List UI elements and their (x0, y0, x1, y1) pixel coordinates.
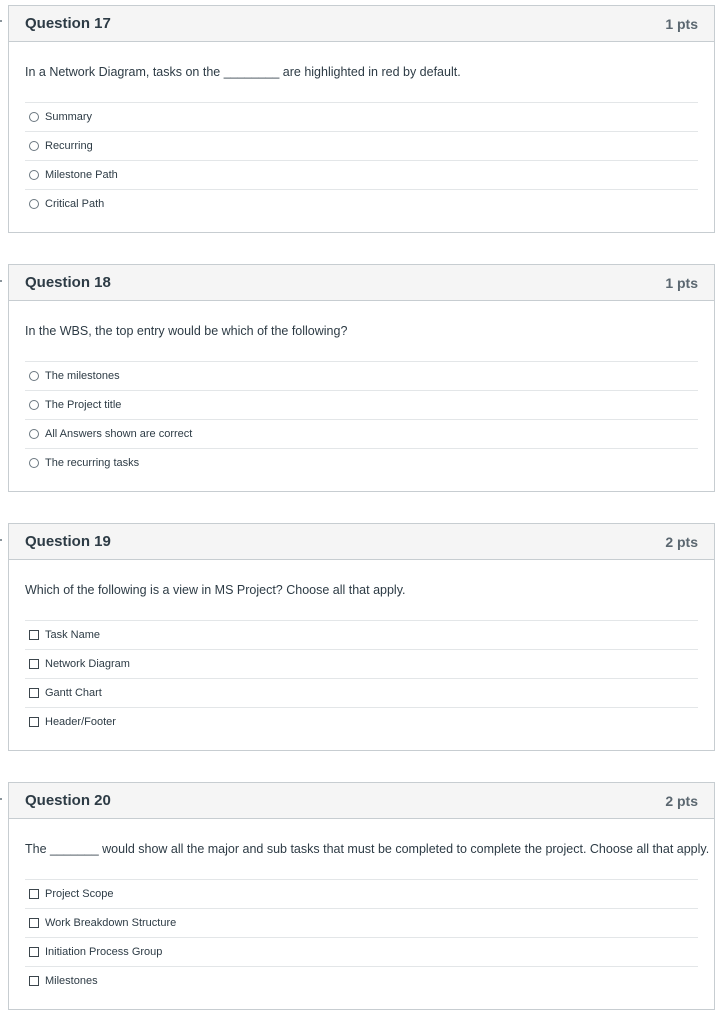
answer-list (25, 102, 698, 218)
question-17 (8, 5, 715, 233)
checkbox[interactable] (29, 659, 39, 669)
answer-option[interactable] (25, 879, 698, 908)
answer-label: Recurring (45, 140, 93, 152)
answer-option[interactable] (25, 908, 698, 937)
radio-button[interactable] (29, 170, 39, 180)
question-points: 2 pts (665, 533, 698, 550)
answer-label: Project Scope (45, 888, 114, 900)
answer-option[interactable] (25, 937, 698, 966)
question-points: 2 pts (665, 792, 698, 809)
answer-option[interactable] (25, 448, 698, 477)
radio-button[interactable] (29, 112, 39, 122)
answer-option[interactable] (25, 649, 698, 678)
checkbox[interactable] (29, 889, 39, 899)
checkbox[interactable] (29, 918, 39, 928)
question-title: Question 17 (25, 15, 111, 32)
radio-button[interactable] (29, 429, 39, 439)
question-19-marker (0, 539, 2, 541)
answer-list (25, 620, 698, 736)
answer-label: Milestone Path (45, 169, 118, 181)
answer-list (25, 361, 698, 477)
radio-button[interactable] (29, 141, 39, 151)
question-title: Question 18 (25, 274, 111, 291)
answer-option[interactable] (25, 102, 698, 131)
question-title: Question 19 (25, 533, 111, 550)
answer-option[interactable] (25, 620, 698, 649)
question-header (9, 524, 714, 560)
answer-label: Task Name (45, 629, 101, 641)
question-title: Question 20 (25, 792, 111, 809)
question-19 (8, 523, 715, 751)
question-points: 1 pts (665, 15, 698, 32)
radio-button[interactable] (29, 400, 39, 410)
question-17-marker (0, 20, 2, 22)
checkbox[interactable] (29, 717, 39, 727)
question-text: In the WBS, the top entry would be which of the following? (25, 324, 348, 338)
question-18-marker (0, 280, 2, 282)
question-text: The _______ would show all the major and sub tasks that must be completed to complete the project. Choose all that apply. (25, 842, 710, 856)
answer-label: Header/Footer (45, 716, 116, 728)
checkbox[interactable] (29, 947, 39, 957)
answer-option[interactable] (25, 707, 698, 736)
question-20-marker (0, 798, 2, 800)
checkbox[interactable] (29, 630, 39, 640)
question-header (9, 265, 714, 301)
answer-option[interactable] (25, 966, 698, 995)
answer-label: Work Breakdown Structure (45, 917, 177, 929)
question-points: 1 pts (665, 274, 698, 291)
answer-label: The recurring tasks (45, 457, 140, 469)
question-text: In a Network Diagram, tasks on the ________ are highlighted in red by default. (25, 65, 461, 79)
answer-option[interactable] (25, 678, 698, 707)
checkbox[interactable] (29, 688, 39, 698)
checkbox[interactable] (29, 976, 39, 986)
answer-label: Critical Path (45, 198, 105, 210)
question-18 (8, 264, 715, 492)
answer-label: The milestones (45, 370, 120, 382)
radio-button[interactable] (29, 458, 39, 468)
question-20 (8, 782, 715, 1010)
answer-label: All Answers shown are correct (45, 428, 193, 440)
answer-label: Milestones (45, 975, 98, 987)
answer-list (25, 879, 698, 995)
answer-label: Gantt Chart (45, 687, 102, 699)
radio-button[interactable] (29, 199, 39, 209)
question-header (9, 6, 714, 42)
answer-option[interactable] (25, 131, 698, 160)
answer-option[interactable] (25, 189, 698, 218)
answer-label: Initiation Process Group (45, 946, 163, 958)
answer-label: Summary (45, 111, 93, 123)
answer-option[interactable] (25, 361, 698, 390)
answer-option[interactable] (25, 390, 698, 419)
answer-label: The Project title (45, 399, 122, 411)
answer-option[interactable] (25, 160, 698, 189)
answer-label: Network Diagram (45, 658, 130, 670)
question-text: Which of the following is a view in MS Project? Choose all that apply. (25, 583, 406, 597)
answer-option[interactable] (25, 419, 698, 448)
radio-button[interactable] (29, 371, 39, 381)
question-header (9, 783, 714, 819)
